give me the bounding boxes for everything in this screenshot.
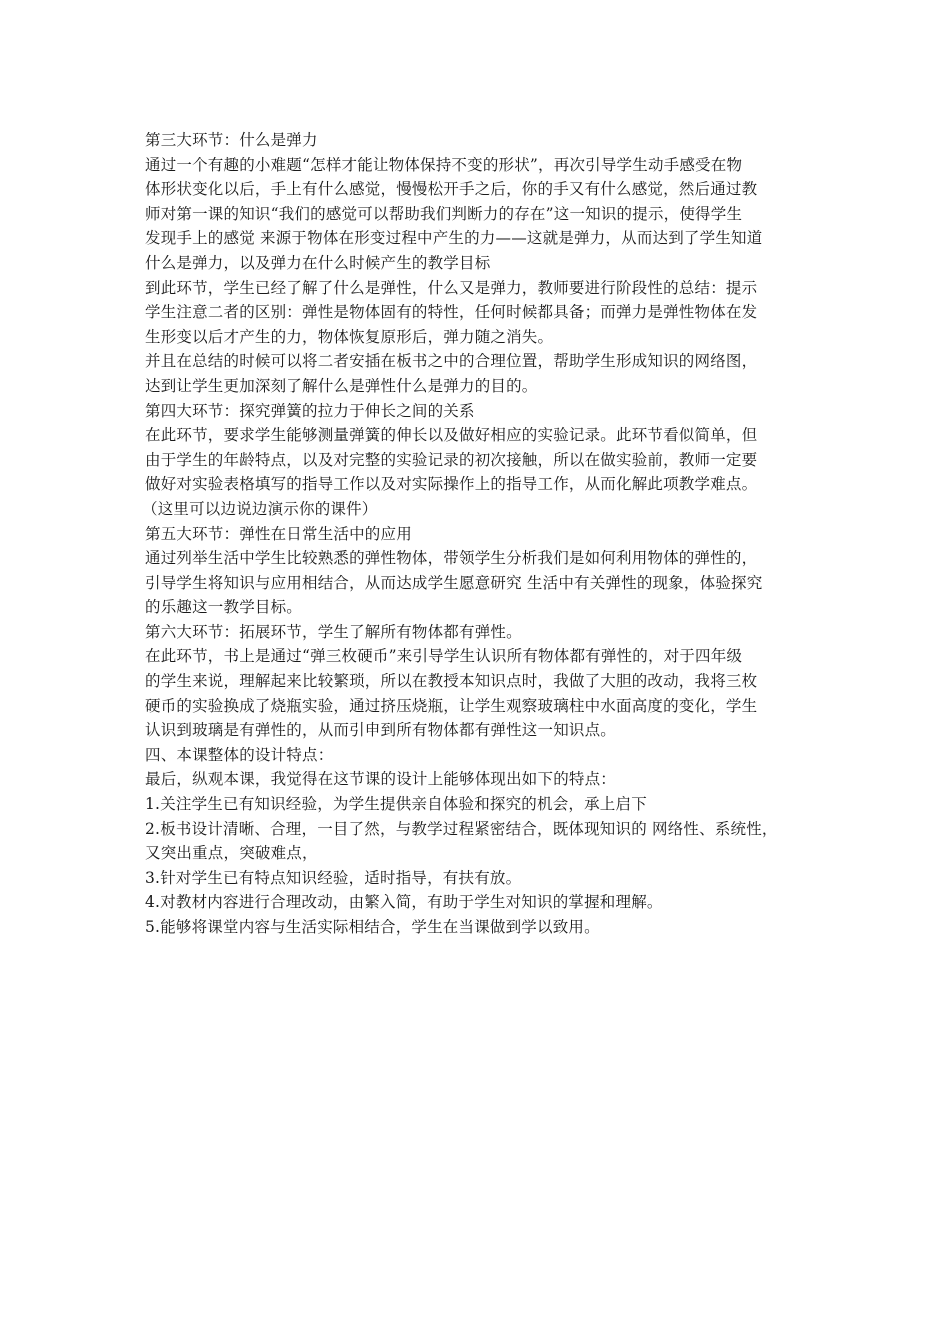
list-item-5: 5.能够将课堂内容与生活实际相结合，学生在当课做到学以致用。 [145, 918, 600, 936]
paragraph-line: 体形状变化以后，手上有什么感觉，慢慢松开手之后，你的手又有什么感觉，然后通过教 [145, 180, 758, 199]
paragraph-line: 认识到玻璃是有弹性的，从而引申到所有物体都有弹性这一知识点。 [145, 721, 617, 740]
paragraph-line: 硬币的实验换成了烧瓶实验，通过挤压烧瓶，让学生观察玻璃柱中水面高度的变化，学生 [145, 696, 758, 715]
section-heading-6: 第六大环节：拓展环节，学生了解所有物体都有弹性。 [145, 622, 522, 641]
section-heading-design: 四、本课整体的设计特点： [145, 745, 334, 764]
paragraph-line: 由于学生的年龄特点，以及对完整的实验记录的初次接触，所以在做实验前，教师一定要 [145, 450, 758, 469]
paragraph-line: 什么是弹力，以及弹力在什么时候产生的教学目标 [145, 253, 491, 272]
list-item-2-cont: 又突出重点，突破难点， [145, 844, 318, 863]
paragraph-line: 最后，纵观本课，我觉得在这节课的设计上能够体现出如下的特点： [145, 770, 617, 789]
paragraph-line: 生形变以后才产生的力，物体恢复原形后，弹力随之消失。 [145, 327, 554, 346]
paragraph-line: 引导学生将知识与应用相结合，从而达成学生愿意研究 生活中有关弹性的现象，体验探究 [145, 573, 763, 592]
paragraph-line: 的学生来说，理解起来比较繁琐，所以在教授本知识点时，我做了大胆的改动，我将三枚 [145, 672, 758, 691]
paragraph-line: 达到让学生更加深刻了解什么是弹性什么是弹力的目的。 [145, 376, 538, 395]
paragraph-line: 在此环节，要求学生能够测量弹簧的伸长以及做好相应的实验记录。此环节看似简单，但 [145, 426, 758, 445]
paragraph-line: 通过列举生活中学生比较熟悉的弹性物体，带领学生分析我们是如何利用物体的弹性的， [145, 549, 758, 568]
list-item-4: 4.对教材内容进行合理改动，由繁入简，有助于学生对知识的掌握和理解。 [145, 893, 663, 912]
paragraph-line: 通过一个有趣的小难题“怎样才能让物体保持不变的形状”，再次引导学生动手感受在物 [145, 155, 743, 174]
paragraph-line: 的乐趣这一教学目标。 [145, 598, 303, 617]
paragraph-line: 并且在总结的时候可以将二者安插在板书之中的合理位置，帮助学生形成知识的网络图， [145, 352, 758, 371]
paragraph-line: 发现手上的感觉 来源于物体在形变过程中产生的力——这就是弹力，从而达到了学生知道 [145, 229, 763, 248]
paragraph-line: 到此环节，学生已经了解了什么是弹性，什么又是弹力，教师要进行阶段性的总结：提示 [145, 278, 758, 297]
section-heading-3: 第三大环节：什么是弹力 [145, 131, 318, 149]
paragraph-line: 在此环节，书上是通过“弹三枚硬币”来引导学生认识所有物体都有弹性的，对于四年级 [145, 647, 743, 666]
paragraph-line: 师对第一课的知识“我们的感觉可以帮助我们判断力的存在”这一知识的提示，使得学生 [145, 204, 743, 223]
list-item-1: 1.关注学生已有知识经验，为学生提供亲自体验和探究的机会，承上启下 [145, 795, 647, 814]
paragraph-line: 做好对实验表格填写的指导工作以及对实际操作上的指导工作，从而化解此项教学难点。 [145, 475, 758, 494]
list-item-3: 3.针对学生已有特点知识经验，适时指导，有扶有放。 [145, 868, 522, 887]
paragraph-line: （这里可以边说边演示你的课件） [142, 499, 378, 518]
paragraph-line: 学生注意二者的区别：弹性是物体固有的特性，任何时候都具备；而弹力是弹性物体在发 [145, 303, 758, 322]
list-item-2: 2.板书设计清晰、合理，一目了然，与教学过程紧密结合，既体现知识的 网络性、系统性， [145, 819, 778, 838]
section-heading-4: 第四大环节：探究弹簧的拉力于伸长之间的关系 [145, 401, 475, 420]
document-body [142, 128, 815, 940]
section-heading-5: 第五大环节：弹性在日常生活中的应用 [145, 524, 412, 543]
